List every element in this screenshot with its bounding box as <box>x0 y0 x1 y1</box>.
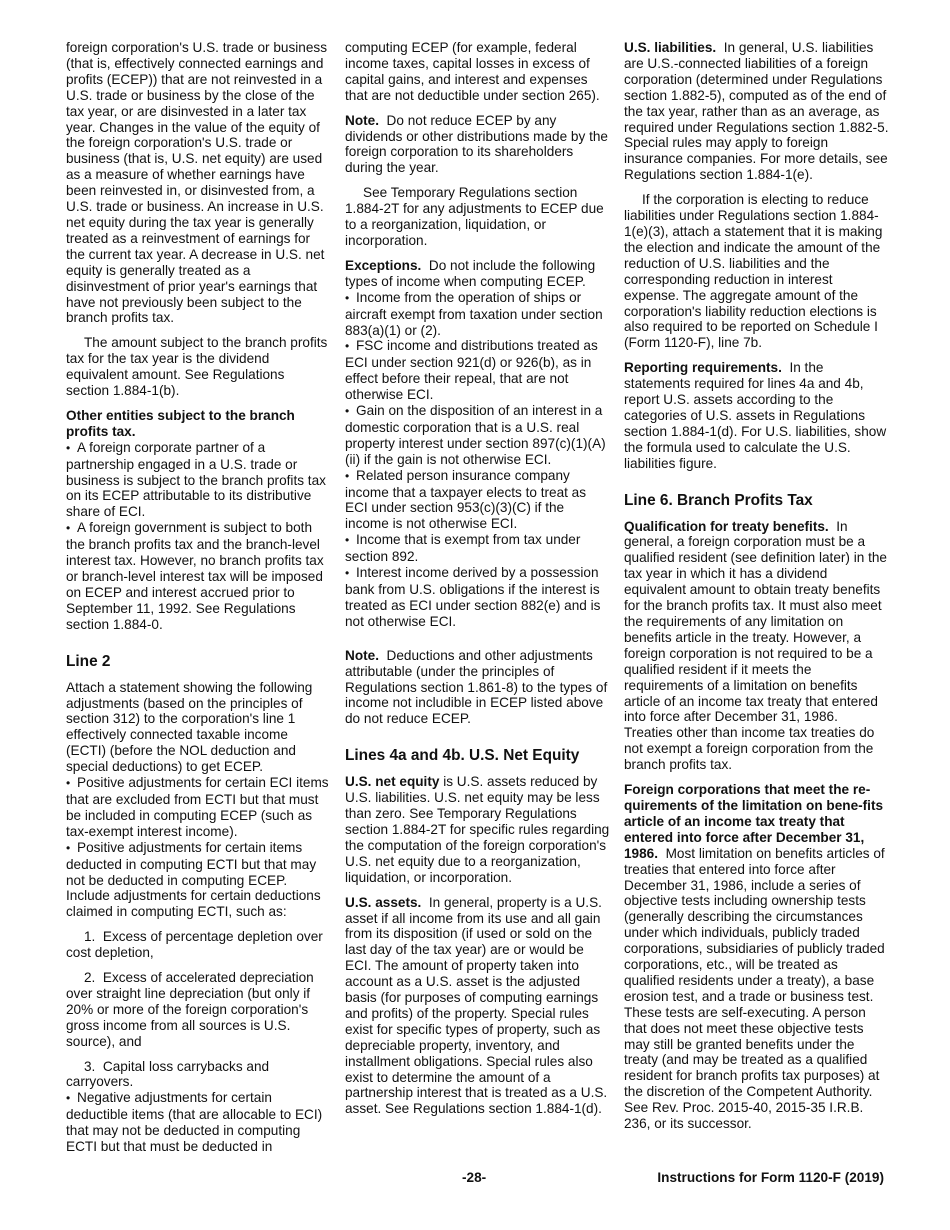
footer-form-title: Instructions for Form 1120-F (2019) <box>657 1170 884 1185</box>
bullet-item: • A foreign corporate partner of a partnership engaged in a U.S. trade or business is subject to the branch profits tax on its ECEP attributable to its distributive share of ECI. <box>66 440 331 521</box>
numbered-item: 3. Capital loss carrybacks and carryovers. <box>66 1058 270 1090</box>
term-label: U.S. net equity <box>345 774 440 790</box>
foreign-corporations-paragraph <box>624 782 889 1132</box>
bullet-item: • Interest income derived by a possession bank from U.S. obligations if the interest is treated as ECI under section 882(e) and is not otherwise ECI. <box>345 565 610 630</box>
numbered-item: 1. Excess of percentage depletion over cost depletion, <box>66 929 323 961</box>
bullet-item: • Income from the operation of ships or aircraft exempt from taxation under section 883(a)(1) or (2). <box>345 290 610 339</box>
net-equity-paragraph <box>345 774 610 885</box>
page-number: -28- <box>462 1170 487 1185</box>
bullet-item: • FSC income and distributions treated as ECI under section 921(d) or 926(b), as in effect before their repeal, that are not otherwise ECI. <box>345 338 610 403</box>
bullet-item: • A foreign government is subject to both the branch profits tax and the branch-level interest tax. However, no branch profits tax or branch-level interest tax will be imposed on ECEP and interest accrued prior to September 11, 1992. See Regulations section 1.884-0. <box>66 520 331 632</box>
exceptions-text: Do not include the following types of income when computing ECEP. <box>345 257 596 289</box>
subheading-other-entities: Other entities subject to the branch profits tax. <box>66 407 295 439</box>
term-text: is U.S. assets reduced by U.S. liabilities. U.S. net equity may be less than zero. See Temporary Regulations section 1.884-2T for specific rules regarding the computation of the foreign corporation's U.S. net equity due to a reorganization, liquidation, or incorporation. <box>345 774 610 885</box>
note-label: Note. <box>345 647 379 663</box>
note-paragraph <box>345 648 610 728</box>
reporting-paragraph <box>624 360 889 471</box>
term-label: U.S. assets. <box>345 894 422 910</box>
paragraph: If the corporation is electing to reduce liabilities under Regulations section 1.884-1(e)(3), attach a statement that it is making the election and indicate the amount of the reduction of U.S. liabilities and the corresponding reduction in interest expense. The aggregate amount of the corporation's liability reduction elections is also required to be reported on Schedule I (Form 1120-F), line 7b. <box>624 192 883 351</box>
note-text: Do not reduce ECEP by any dividends or other distributions made by the foreign corporation to its shareholders during the year. <box>345 112 608 176</box>
term-text: In general, a foreign corporation must be a qualified resident (see definition later) in the tax year in which it has a dividend equivalent amount to obtain treaty benefits for the branch profits tax. It must also meet the requirements of any limitation on benefits article in the treaty. However, a foreign corporation is not required to be a qualified resident if it meets the requirements of a limitation on benefits article of an income tax treaty that entered into force after December 31, 1986. Treaties other than income tax treaties do not exempt a foreign corporation from the branch profits tax. <box>624 518 887 773</box>
term-text: In general, property is a U.S. asset if all income from its use and all gain from its disposition (if used or sold on the last day of the tax year) are or would be ECI. The amount of property taken into account as a U.S. asset is the adjusted basis (for purposes of computing earnings and profits) of the property. Special rules exist for specific types of property, such as depreciable property, inventory, and installment obligations. Special rules also exist to determine the amount of a partnership interest that is treated as a U.S. asset. See Regulations section 1.884-1(d). <box>345 894 608 1117</box>
bullet-item: • Positive adjustments for certain items deducted in computing ECTI but that may not be deducted in computing ECEP. Include adjustments for certain deductions claimed in computing ECTI, such as: <box>66 840 331 921</box>
numbered-item: 2. Excess of accelerated depreciation over straight line depreciation (but only if 20% or more of the foreign corporation's gross income from all sources is U.S. source), and <box>66 970 314 1049</box>
bullet-item: • Income that is exempt from tax under section 892. <box>345 532 610 565</box>
column-middle <box>345 40 610 1126</box>
paragraph: See Temporary Regulations section 1.884-2T for any adjustments to ECEP due to a reorganization, liquidation, or incorporation. <box>345 185 604 248</box>
us-assets-paragraph <box>345 895 610 1118</box>
section-heading-line-2: Line 2 <box>66 652 111 670</box>
exceptions-label: Exceptions. <box>345 257 422 273</box>
paragraph: Attach a statement showing the following adjustments (based on the principles of section 312) to the corporation's line 1 effectively connected taxable income (ECTI) (before the NOL deduction and special deductions) to get ECEP. <box>66 679 313 775</box>
section-heading-lines-4a-4b: Lines 4a and 4b. U.S. Net Equity <box>345 747 580 765</box>
exceptions-paragraph <box>345 258 610 290</box>
paragraph: The amount subject to the branch profits tax for the tax year is the dividend equivalent amount. See Regulations section 1.884-1(b). <box>66 335 328 399</box>
term-label: Foreign corporations that meet the re-quirements of the limitation on bene-fits article of an income tax treaty that entered into force after December 31, 1986. <box>624 782 884 861</box>
term-label: Qualification for treaty benefits. <box>624 518 829 534</box>
column-left <box>66 40 331 1155</box>
term-text: In general, U.S. liabilities are U.S.-connected liabilities of a foreign corporation (determined under Regulations section 1.882-5), computed as of the end of the tax year, rather than as an average, as required under Regulations section 1.882-5. Special rules may apply to foreign insurance companies. For more details, see Regulations section 1.884-1(e). <box>624 40 889 183</box>
column-right <box>624 40 889 1141</box>
bullet-item: • Related person insurance company income that a taxpayer elects to treat as ECI under section 953(c)(3)(C) if the income is not otherwise ECI. <box>345 468 610 533</box>
section-heading-line-6: Line 6. Branch Profits Tax <box>624 491 813 509</box>
paragraph: foreign corporation's U.S. trade or business (that is, effectively connected earnings and profits (ECEP)) that are not reinvested in a U.S. trade or business by the close of the tax year, or are disinvested in a later tax year. Changes in the value of the equity of the foreign corporation's U.S. trade or business (that is, U.S. net equity) are used as a measure of whether earnings have been reinvested in, or disinvested from, a U.S. trade or business. An increase in U.S. net equity during the tax year is generally treated as a reinvestment of earnings for the current tax year. A decrease in U.S. net equity is generally treated as a disinvestment of prior year's earnings that have not previously been subject to the branch profits tax. <box>66 40 328 326</box>
bullet-item: • Negative adjustments for certain deductible items (that are allocable to ECI) that may not be deducted in computing ECTI but that must be deducted in <box>66 1090 331 1155</box>
term-label: Reporting requirements. <box>624 360 782 376</box>
note-label: Note. <box>345 112 379 128</box>
term-text: Most limitation on benefits articles of treaties that entered into force after December 31, 1986, include a series of objective tests including ownership tests (generally describing the circumstances under which individuals, publicly traded corporations, subsidiaries of publicly traded corporations, etc., will be treated as qualified residents under a treaty), a base erosion test, and a trade or business test. These tests are self-executing. A person that does not meet these objective tests may still be granted benefits under the treaty (and may be treated as a qualified resident for branch profits tax purposes) at the discretion of the Competent Authority. See Rev. Proc. 2015-40, 2015-35 I.R.B. 236, or its successor. <box>624 845 885 1132</box>
treaty-benefits-paragraph <box>624 519 889 774</box>
paragraph: computing ECEP (for example, federal income taxes, capital losses in excess of capital gains, and interest and expenses that are not deductible under section 265). <box>345 40 600 103</box>
note-paragraph <box>345 113 610 177</box>
term-text: In the statements required for lines 4a and 4b, report U.S. assets according to the categories of U.S. assets in Regulations section 1.884-1(d). For U.S. liabilities, show the formula used to calculate the U.S. liabilities figure. <box>624 360 887 471</box>
term-label: U.S. liabilities. <box>624 40 717 55</box>
us-liabilities-paragraph <box>624 40 889 183</box>
note-text: Deductions and other adjustments attributable (under the principles of Regulations section 1.861-8) to the types of income not includible in ECEP listed above do not reduce ECEP. <box>345 647 608 727</box>
bullet-item: • Gain on the disposition of an interest in a domestic corporation that is a U.S. real property interest under section 897(c)(1)(A)(ii) if the gain is not otherwise ECI. <box>345 403 610 468</box>
bullet-item: • Positive adjustments for certain ECI items that are excluded from ECTI but that must be included in computing ECEP (such as tax-exempt interest income). <box>66 775 331 840</box>
